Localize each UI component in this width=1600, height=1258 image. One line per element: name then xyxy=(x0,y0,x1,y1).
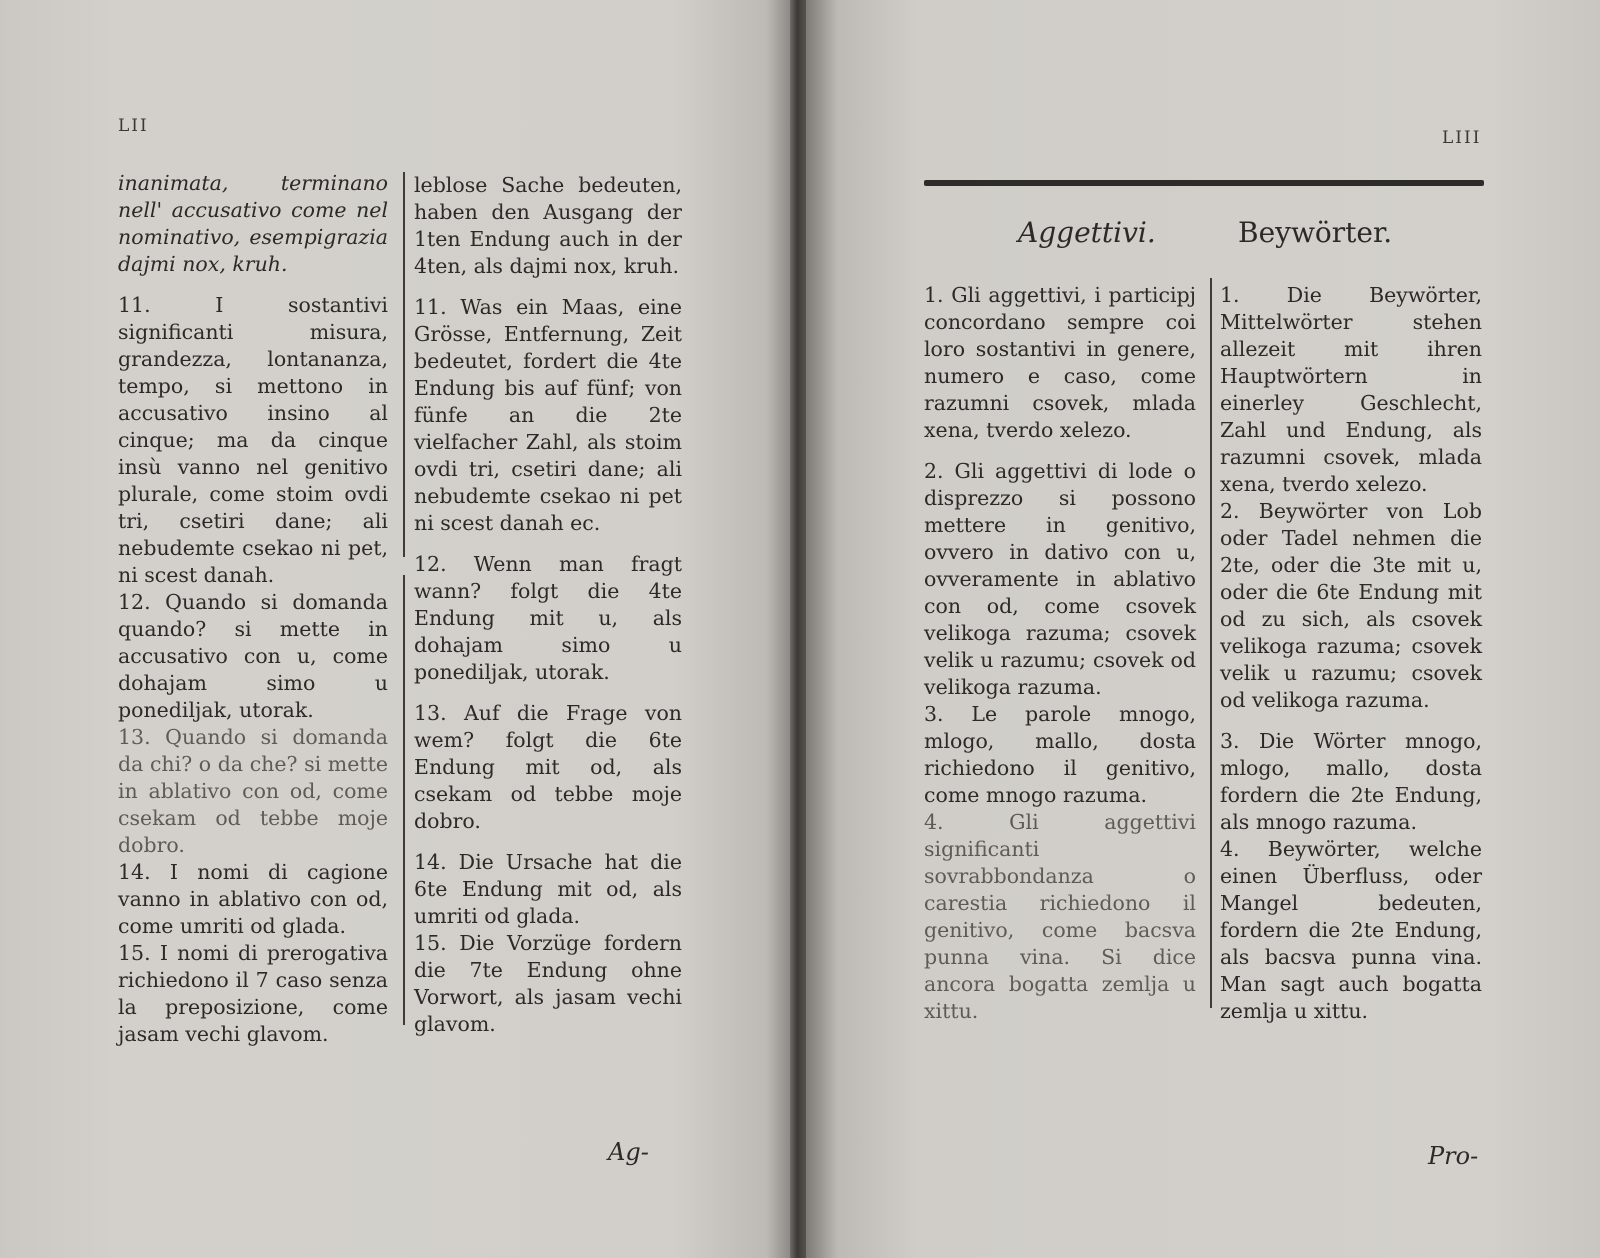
header-rule xyxy=(924,180,1484,186)
german-paragraph: 12. Wenn man fragt wann? folgt die 4te Endung mit u, als dohajam simo u ponediljak, utorak. xyxy=(414,552,682,684)
german-paragraph: 2. Beywörter von Lob oder Tadel nehmen die 2te, oder die 3te mit u, oder die 6te Endung mit od zu sich, als csovek velikoga razuma; csovek velik u razumu; csovek od velikoga razuma. xyxy=(1220,499,1482,712)
german-paragraph: 14. Die Ursache hat die 6te Endung mit od, als umriti od glada. xyxy=(414,850,682,928)
left-german-column xyxy=(414,172,682,1038)
right-italian-column xyxy=(924,282,1196,1025)
italian-paragraph: inanimata, terminano nell' accusativo come nel nominativo, esempigrazia dajmi nox, kruh. xyxy=(118,171,388,276)
column-divider xyxy=(403,172,405,557)
italian-paragraph: 4. Gli aggettivi significanti sovrabbondanza o carestia richiedono il genitivo, come bacsva punna vina. Si dice ancora bogatta zemlja u xittu. xyxy=(924,810,1196,1023)
column-divider xyxy=(1210,278,1212,1008)
right-page-number: LIII xyxy=(1442,128,1482,148)
german-paragraph: 3. Die Wörter mnogo, mlogo, mallo, dosta fordern die 2te Endung, als mnogo razuma. xyxy=(1220,729,1482,834)
left-page-number: LII xyxy=(118,116,149,136)
german-paragraph: 4. Beywörter, welche einen Überfluss, oder Mangel bedeuten, fordern die 2te Endung, als bacsva punna vina. Man sagt auch bogatta zemlja u xittu. xyxy=(1220,837,1482,1023)
right-page xyxy=(806,0,1600,1258)
italian-paragraph: 11. I sostantivi significanti misura, grandezza, lontananza, tempo, si mettono in accusativo insino al cinque; ma da cinque insù vanno nel genitivo plurale, come stoim ovdi tri, csetiri dane; ali nebudemte csekao ni pet, ni scest danah. xyxy=(118,293,388,587)
german-paragraph: 1. Die Beywörter, Mittelwörter stehen allezeit mit ihren Hauptwörtern in einerley Geschlecht, Zahl und Endung, als razumni csovek, mlada xena, tverdo xelezo. xyxy=(1220,283,1482,496)
italian-paragraph: 1. Gli aggettivi, i participj concordano sempre coi loro sostantivi in genere, numero e caso, come razumni csovek, mlada xena, tverdo xelezo. xyxy=(924,283,1196,442)
left-catchword: Ag- xyxy=(608,1138,649,1166)
italian-paragraph: 3. Le parole mnogo, mlogo, mallo, dosta richiedono il genitivo, come mnogo razuma. xyxy=(924,702,1196,807)
italian-heading: Aggettivi. xyxy=(1018,216,1156,249)
italian-paragraph: 12. Quando si domanda quando? si mette in accusativo con u, come dohajam simo u ponediljak, utorak. xyxy=(118,590,388,722)
italian-paragraph: 2. Gli aggettivi di lode o disprezzo si possono mettere in genitivo, ovvero in dativo con u, ovveramente in ablativo con od, come csovek velikoga razuma; csovek velik u razumu; csovek od velikoga razuma. xyxy=(924,459,1196,699)
left-page xyxy=(0,0,790,1258)
german-paragraph: leblose Sache bedeuten, haben den Ausgang der 1ten Endung auch in der 4ten, als dajmi nox, kruh. xyxy=(414,173,682,278)
book-gutter xyxy=(790,0,806,1258)
right-german-column xyxy=(1220,282,1482,1025)
italian-paragraph: 13. Quando si domanda da chi? o da che? si mette in ablativo con od, come csekam od tebbe moje dobro. xyxy=(118,725,388,857)
german-paragraph: 11. Was ein Maas, eine Grösse, Entfernung, Zeit bedeutet, fordert die 4te Endung bis auf fünf; von fünfe an die 2te vielfacher Zahl, als stoim ovdi tri, csetiri dane; ali nebudemte csekao ni pet ni scest danah ec. xyxy=(414,295,682,535)
left-italian-column xyxy=(118,170,388,1048)
german-paragraph: 13. Auf die Frage von wem? folgt die 6te Endung mit od, als csekam od tebbe moje dobro. xyxy=(414,701,682,833)
column-divider xyxy=(403,575,405,1025)
right-catchword: Pro- xyxy=(1428,1142,1479,1170)
italian-paragraph: 14. I nomi di cagione vanno in ablativo con od, come umriti od glada. xyxy=(118,860,388,938)
german-paragraph: 15. Die Vorzüge fordern die 7te Endung ohne Vorwort, als jasam vechi glavom. xyxy=(414,931,682,1036)
german-heading: Beywörter. xyxy=(1238,216,1393,249)
italian-paragraph: 15. I nomi di prerogativa richiedono il 7 caso senza la preposizione, come jasam vechi glavom. xyxy=(118,941,388,1046)
